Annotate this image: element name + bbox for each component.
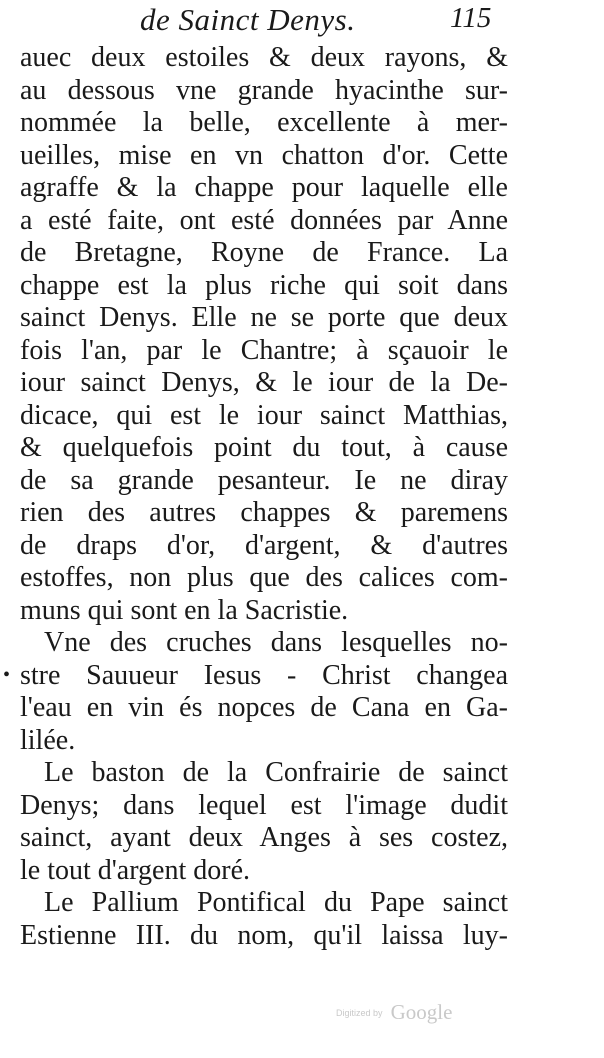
text-line: de Bretagne, Royne de France. La: [20, 237, 508, 268]
text-line: a esté faite, ont esté données par Anne: [20, 204, 508, 236]
text-line: le tout d'argent doré.: [20, 854, 251, 886]
text-line: lilée.: [20, 724, 76, 756]
text-line: fois l'an, par le Chantre; à sçauoir le: [20, 334, 508, 366]
text-line: Denys; dans lequel est l'image dudit: [20, 789, 508, 821]
text-line: sainct Denys. Elle ne se porte que deux: [20, 302, 508, 333]
text-line: sainct, ayant deux Anges à ses costez,: [20, 822, 508, 853]
watermark-prefix: Digitized by: [336, 1007, 383, 1018]
text-line: stre Sauueur Iesus - Christ changea: [20, 659, 508, 691]
text-line: Vne des cruches dans lesquelles no-: [44, 627, 508, 658]
text-line: au dessous vne grande hyacinthe sur-: [20, 74, 508, 106]
text-line: de sa grande pesanteur. Ie ne diray: [20, 464, 508, 496]
text-line: Estienne III. du nom, qu'il laissa luy-: [20, 919, 508, 951]
text-line: de draps d'or, d'argent, & d'autres: [20, 529, 508, 561]
text-line: Le Pallium Pontifical du Pape sainct: [44, 887, 508, 918]
text-line: chappe est la plus riche qui soit dans: [20, 269, 508, 301]
body-text: [20, 42, 508, 952]
text-line: estoffes, non plus que des calices com-: [20, 562, 508, 593]
text-line: ueilles, mise en vn chatton d'or. Cette: [20, 139, 508, 171]
text-line: l'eau en vin és nopces de Cana en Ga-: [20, 692, 508, 723]
margin-mark: •: [3, 664, 11, 686]
page-number: 115: [450, 2, 492, 34]
text-line: muns qui sont en la Sacristie.: [20, 594, 349, 626]
google-logo: Google: [390, 1000, 453, 1024]
text-line: nommée la belle, excellente à mer-: [20, 107, 508, 138]
text-line: iour sainct Denys, & le iour de la De-: [20, 367, 508, 398]
text-line: rien des autres chappes & paremens: [20, 497, 508, 528]
text-line: Le baston de la Confrairie de sainct: [44, 757, 508, 788]
text-line: auec deux estoiles & deux rayons, &: [20, 42, 508, 73]
text-line: & quelquefois point du tout, à cause: [20, 432, 508, 463]
google-watermark: [336, 1000, 452, 1034]
text-line: agraffe & la chappe pour laquelle elle: [20, 172, 508, 203]
running-head: [120, 2, 520, 42]
text-line: dicace, qui est le iour sainct Matthias,: [20, 399, 508, 431]
running-title: de Sainct Denys.: [140, 2, 356, 37]
